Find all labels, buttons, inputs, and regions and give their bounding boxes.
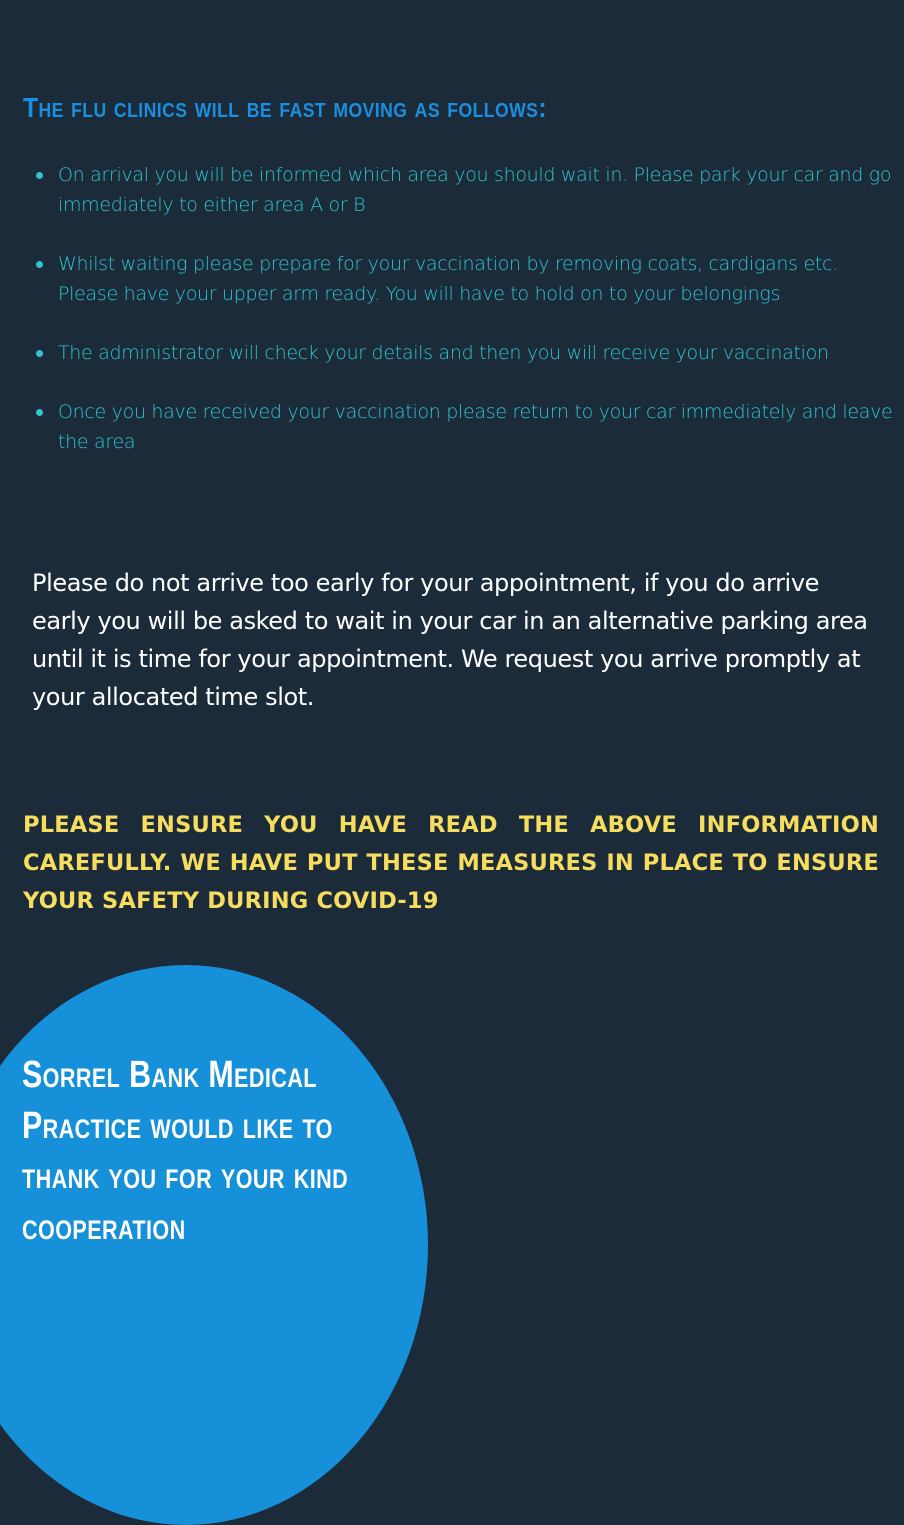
bullet-icon — [36, 172, 43, 179]
list-item — [33, 397, 893, 457]
bullet-icon — [36, 409, 43, 416]
list-item — [33, 338, 893, 368]
step-text: On arrival you will be informed which area you should wait in. Please park your car and go immediately to either area A or B — [58, 164, 892, 216]
step-text: Once you have received your vaccination please return to your car immediately and leave the area — [58, 401, 893, 453]
thank-you-message: Sorrel Bank Medical Practice would like to thank you for your kind cooperation — [22, 1054, 349, 1248]
covid-warning: PLEASE ENSURE YOU HAVE READ THE ABOVE INFORMATION CAREFULLY. WE HAVE PUT THESE MEASURES IN PLACE TO ENSURE YOUR SAFETY DURING COVID-19 — [23, 812, 879, 914]
bullet-icon — [36, 261, 43, 268]
arrival-notice: Please do not arrive too early for your appointment, if you do arrive early you will be asked to wait in your car in an alternative parking area until it is time for your appointment. We request you arrive promptly at your allocated time slot. — [32, 569, 868, 711]
bullet-icon — [36, 350, 43, 357]
list-item — [33, 160, 893, 220]
page-heading: The flu clinics will be fast moving as follows: — [23, 92, 548, 123]
list-item — [33, 249, 893, 309]
clinic-steps-list — [33, 160, 893, 486]
step-text: The administrator will check your details and then you will receive your vaccination — [58, 342, 829, 364]
step-text: Whilst waiting please prepare for your vaccination by removing coats, cardigans etc. Please have your upper arm ready. You will have to hold on to your belongings — [58, 253, 838, 305]
